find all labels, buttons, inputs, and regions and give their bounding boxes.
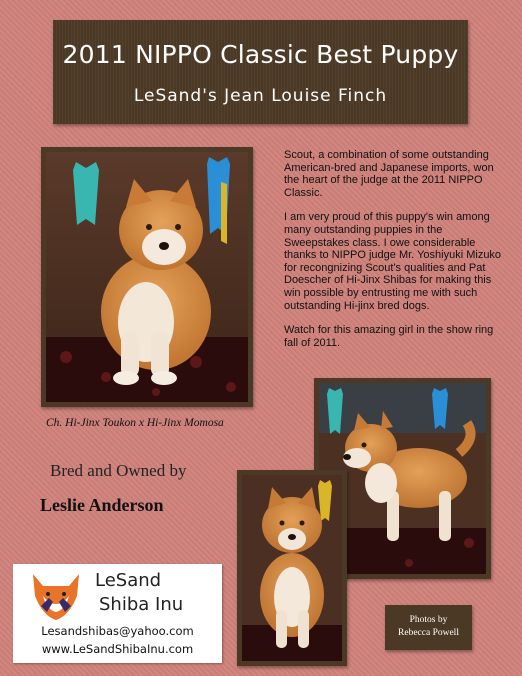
page-title: 2011 NIPPO Classic Best Puppy	[62, 40, 459, 69]
title-banner	[53, 20, 468, 124]
front-puppy-photo	[242, 475, 342, 661]
story-text	[284, 149, 506, 361]
main-puppy-photo-frame	[41, 147, 253, 407]
main-puppy-photo	[46, 152, 248, 402]
story-paragraph-3: Watch for this amazing girl in the show ring fall of 2011.	[284, 324, 494, 349]
fox-logo-icon	[27, 570, 85, 622]
story-paragraph-2: I am very proud of this puppy's win among many outstanding puppies in the Sweepstakes class. I owe considerable thanks to NIPPO judge Mr. Yoshiyuki Mizuko for recongnizing Scout's qualities and Pat Doescher of Hi-Jinx Shibas for making this win possible by entrusting me with such outstanding Hi-jinx bred dogs.	[284, 211, 502, 312]
kennel-logo-box	[13, 564, 222, 663]
photo-credit-label: Photos by	[409, 615, 448, 625]
photo-credit-box	[385, 605, 472, 650]
kennel-breed: Shiba Inu	[99, 594, 184, 615]
photo-caption: Ch. Hi-Jinx Toukon x Hi-Jinx Momosa	[46, 417, 224, 429]
bred-owned-label: Bred and Owned by	[50, 461, 187, 480]
kennel-name: LeSand	[95, 570, 162, 591]
page-subtitle: LeSand's Jean Louise Finch	[133, 86, 388, 106]
photographer-name: Rebecca Powell	[398, 628, 459, 638]
kennel-email: Lesandshibas@yahoo.com	[41, 624, 194, 638]
front-puppy-photo-frame	[237, 470, 347, 666]
owner-name: Leslie Anderson	[40, 495, 164, 515]
kennel-website: www.LeSandShibaInu.com	[41, 642, 194, 656]
story-paragraph-1: Scout, a combination of some outstanding American-bred and Japanese imports, won the heart of the judge at the 2011 NIPPO Classic.	[284, 149, 494, 199]
puppy-sitting-image	[46, 152, 248, 402]
puppy-front-image	[242, 475, 342, 661]
